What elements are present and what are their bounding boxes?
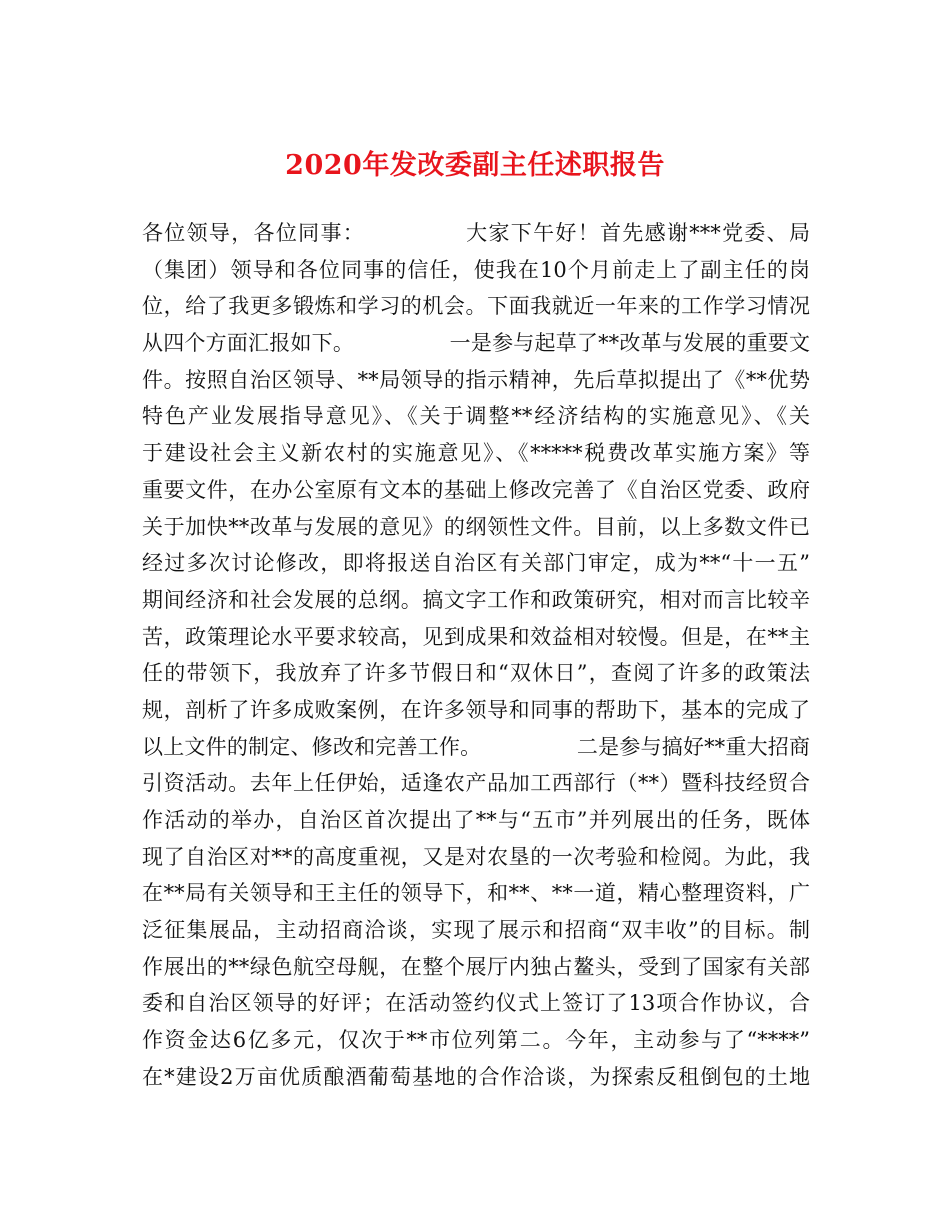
body-line: 关于加快**改革与发展的意见》的纲领性文件。目前，以上多数文件已 [142, 514, 810, 539]
body-line: 作展出的**绿色航空母舰，在整个展厅内独占鳌头，受到了国家有关部 [142, 954, 810, 979]
body-line: 位，给了我更多锻炼和学习的机会。下面我就近一年来的工作学习情况 [142, 294, 810, 319]
body-line: 从四个方面汇报如下。 一是参与起草了**改革与发展的重要文 [142, 331, 810, 356]
body-line: 规，剖析了许多成败案例，在许多领导和同事的帮助下，基本的完成了 [142, 697, 810, 722]
body-line: 以上文件的制定、修改和完善工作。 二是参与搞好**重大招商 [142, 734, 810, 759]
body-line: 作活动的举办，自治区首次提出了**与“五市”并列展出的任务，既体 [142, 808, 810, 832]
body-line: 经过多次讨论修改，即将报送自治区有关部门审定，成为**“十一五” [142, 551, 810, 576]
body-line: 苦，政策理论水平要求较高，见到成果和效益相对较慢。但是，在**主 [142, 624, 810, 649]
body-line: 在*建设2万亩优质酿酒葡萄基地的合作洽谈，为探索反租倒包的土地 [142, 1064, 810, 1089]
body-line: 引资活动。去年上任伊始，适逢农产品加工西部行（**）暨科技经贸合 [142, 771, 810, 796]
body-line: 泛征集展品，主动招商洽谈，实现了展示和招商“双丰收”的目标。制 [142, 918, 810, 943]
body-line: 任的带领下，我放弃了许多节假日和“双休日”，查阅了许多的政策法 [142, 661, 810, 686]
body-line: 于建设社会主义新农村的实施意见》、《*****税费改革实施方案》等 [142, 441, 810, 466]
body-line: 现了自治区对**的高度重视，又是对农垦的一次考验和检阅。为此，我 [142, 844, 810, 869]
body-line: 件。按照自治区领导、**局领导的指示精神，先后草拟提出了《**优势 [142, 367, 810, 392]
body-line: 作资金达6亿多元，仅次于**市位列第二。今年，主动参与了“****” [142, 1028, 810, 1053]
document-body [142, 215, 810, 1096]
body-line: 期间经济和社会发展的总纲。搞文字工作和政策研究，相对而言比较辛 [142, 587, 810, 612]
body-line: 在**局有关领导和王主任的领导下，和**、**一道，精心整理资料，广 [142, 881, 810, 906]
body-line: 委和自治区领导的好评；在活动签约仪式上签订了13项合作协议，合 [142, 991, 810, 1016]
body-line: 重要文件，在办公室原有文本的基础上修改完善了《自治区党委、政府 [142, 477, 810, 502]
body-line: 各位领导，各位同事： 大家下午好！首先感谢***党委、局 [142, 221, 810, 245]
body-line: （集团）领导和各位同事的信任，使我在10个月前走上了副主任的岗 [142, 257, 810, 282]
body-line: 特色产业发展指导意见》、《关于调整**经济结构的实施意见》、《关 [142, 404, 810, 429]
document-title: 2020年发改委副主任述职报告 [285, 150, 665, 182]
